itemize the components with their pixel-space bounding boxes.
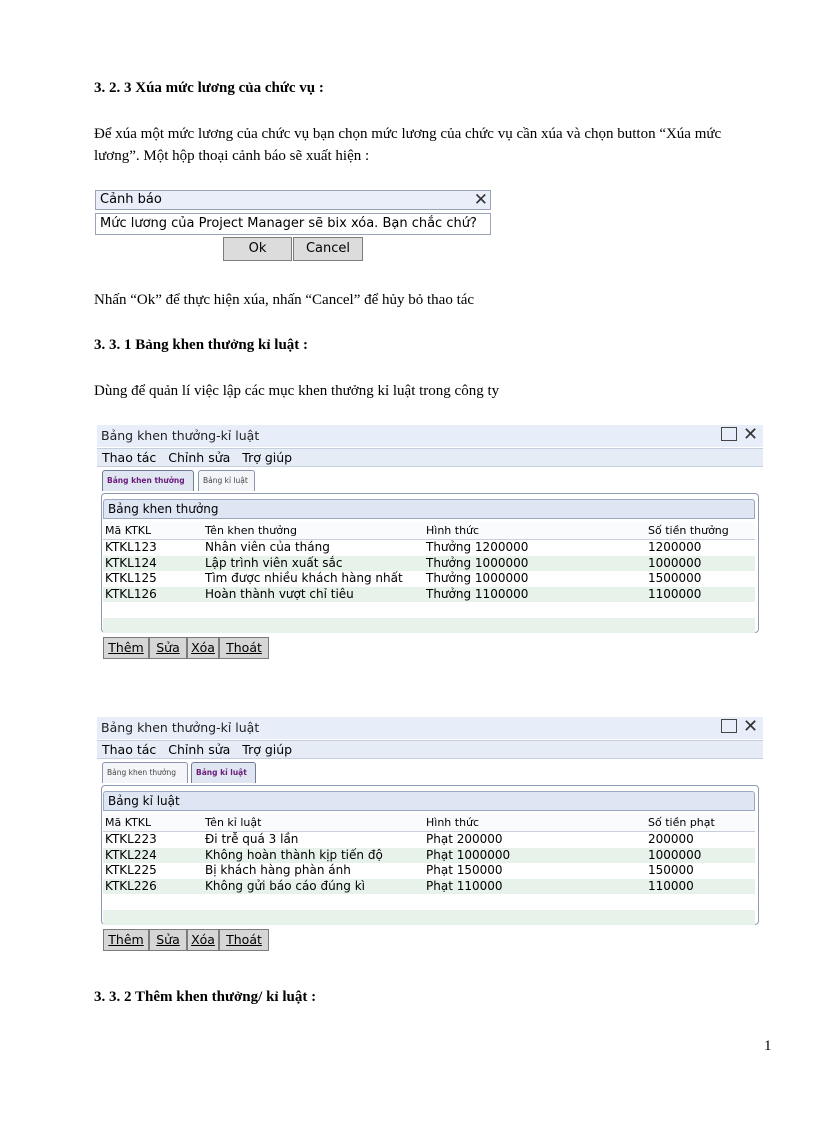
table-cell: Phạt 110000 <box>426 878 503 893</box>
panel-title: Bảng kỉ luật <box>103 791 755 811</box>
panel-title: Bảng khen thưởng <box>103 499 755 519</box>
edit-button-label: Sửa <box>156 932 180 947</box>
page-number: 1 <box>764 1038 772 1054</box>
section-heading-bang-khen-thuong: 3. 3. 1 Bảng khen thưởng kỉ luật : <box>94 337 309 353</box>
menu-item-thao-tac[interactable]: Thao tác <box>102 742 157 757</box>
table-cell: KTKL224 <box>105 847 157 862</box>
edit-button-label: Sửa <box>156 640 180 655</box>
table-row-empty <box>103 910 755 926</box>
table-cell: KTKL223 <box>105 832 157 846</box>
table-cell: 150000 <box>648 863 694 877</box>
table-cell: Tìm được nhiều khách hàng nhất <box>205 571 403 585</box>
menu-item-thao-tac[interactable]: Thao tác <box>102 450 157 465</box>
tab-bang-khen-thuong[interactable]: Bảng khen thưởng <box>102 762 188 783</box>
table-cell: 110000 <box>648 878 694 893</box>
table-cell: KTKL124 <box>105 555 157 570</box>
menu-item-chinh-sua[interactable]: Chỉnh sửa <box>168 742 231 757</box>
delete-button[interactable] <box>187 929 219 951</box>
discipline-window <box>97 717 763 967</box>
delete-button-label: Xóa <box>191 640 215 655</box>
window-title: Bảng khen thưởng-kỉ luật <box>101 720 260 735</box>
add-button-label: Thêm <box>108 932 144 947</box>
tab-bang-khen-thuong[interactable]: Bảng khen thưởng <box>102 470 194 491</box>
table-row[interactable] <box>103 832 755 848</box>
warning-dialog-titlebar <box>95 190 491 210</box>
paragraph-line: Để xúa một mức lương của chức vụ bạn chọn mức lương của chức vụ cần xúa và chọn button “Xúa mức <box>94 126 722 142</box>
table-cell: Lập trình viên xuất sắc <box>205 555 343 570</box>
table-cell: 1100000 <box>648 586 702 601</box>
section-heading-them-khen-thuong: 3. 3. 2 Thêm khen thưởng/ kỉ luật : <box>94 989 317 1005</box>
menu-bar <box>97 448 763 467</box>
delete-button-label: Xóa <box>191 932 215 947</box>
maximize-icon[interactable] <box>721 719 737 733</box>
table-row[interactable] <box>103 879 755 895</box>
table-cell: KTKL225 <box>105 863 157 877</box>
column-header[interactable]: Số tiền phạt <box>648 816 715 829</box>
column-header[interactable]: Hình thức <box>426 524 480 537</box>
add-button[interactable] <box>103 929 149 951</box>
maximize-icon[interactable] <box>721 427 737 441</box>
table-row-empty <box>103 602 755 618</box>
close-icon[interactable]: ✕ <box>743 716 759 737</box>
table-cell: Phạt 150000 <box>426 863 503 877</box>
exit-button-label: Thoát <box>226 932 262 947</box>
column-header[interactable]: Hình thức <box>426 816 480 829</box>
table-cell: Thưởng 1100000 <box>426 586 529 601</box>
menu-item-chinh-sua[interactable]: Chỉnh sửa <box>168 450 231 465</box>
menu-bar <box>97 740 763 759</box>
column-header[interactable]: Mã KTKL <box>105 524 152 537</box>
table-row-empty <box>103 618 755 634</box>
table-cell: Bị khách hàng phàn ánh <box>205 863 351 877</box>
table-cell: Thưởng 1000000 <box>426 555 529 570</box>
add-button-label: Thêm <box>108 640 144 655</box>
window-titlebar <box>97 717 763 739</box>
table-cell: KTKL226 <box>105 878 157 893</box>
table-cell: Phạt 200000 <box>426 832 503 846</box>
exit-button[interactable] <box>219 637 269 659</box>
table-cell: Thưởng 1000000 <box>426 571 529 585</box>
delete-button[interactable] <box>187 637 219 659</box>
menu-item-tro-giup[interactable]: Trợ giúp <box>242 742 293 757</box>
table-row[interactable] <box>103 540 755 556</box>
edit-button[interactable] <box>149 637 187 659</box>
table-cell: Không hoàn thành kịp tiến độ <box>205 847 383 862</box>
window-titlebar <box>97 425 763 447</box>
ok-button[interactable]: Ok <box>223 237 292 261</box>
exit-button-label: Thoát <box>226 640 262 655</box>
table-row[interactable] <box>103 863 755 879</box>
table-cell: Thưởng 1200000 <box>426 540 529 554</box>
table-cell: Phạt 1000000 <box>426 847 511 862</box>
table-row[interactable] <box>103 848 755 864</box>
table-row[interactable] <box>103 556 755 572</box>
add-button[interactable] <box>103 637 149 659</box>
window-title: Bảng khen thưởng-kỉ luật <box>101 428 260 443</box>
exit-button[interactable] <box>219 929 269 951</box>
table-header <box>103 522 755 540</box>
table-cell: 1200000 <box>648 540 702 554</box>
table-row[interactable] <box>103 587 755 603</box>
paragraph-bang-khen-thuong: Dùng để quản lí việc lập các mục khen thưởng kỉ luật trong công ty <box>94 383 500 399</box>
table-cell: 1000000 <box>648 555 702 570</box>
table-cell: KTKL126 <box>105 586 157 601</box>
paragraph-confirm-instructions: Nhấn “Ok” để thực hiện xúa, nhấn “Cancel” để hủy bỏ thao tác <box>94 292 475 308</box>
paragraph-line: lương”. Một hộp thoại cảnh báo sẽ xuất hiện : <box>94 148 370 164</box>
menu-item-tro-giup[interactable]: Trợ giúp <box>242 450 293 465</box>
paragraph-xoa-muc-luong <box>94 123 762 167</box>
column-header[interactable]: Tên kỉ luật <box>205 816 262 829</box>
warning-dialog-message: Mức lương của Project Manager sẽ bix xóa. Bạn chắc chứ? <box>95 213 491 235</box>
column-header[interactable]: Tên khen thưởng <box>205 524 297 537</box>
table-cell: Hoàn thành vượt chỉ tiêu <box>205 586 354 601</box>
table-cell: 1000000 <box>648 847 702 862</box>
edit-button[interactable] <box>149 929 187 951</box>
tab-bang-ki-luat[interactable]: Bảng kỉ luật <box>191 762 256 783</box>
table-cell: 1500000 <box>648 571 702 585</box>
reward-window <box>97 425 763 675</box>
table-cell: KTKL123 <box>105 540 157 554</box>
close-icon[interactable]: ✕ <box>743 424 759 445</box>
table-cell: KTKL125 <box>105 571 157 585</box>
cancel-button[interactable]: Cancel <box>293 237 363 261</box>
table-cell: Đi trễ quá 3 lần <box>205 832 299 846</box>
column-header[interactable]: Mã KTKL <box>105 816 152 829</box>
close-icon[interactable]: ✕ <box>473 190 488 210</box>
column-header[interactable]: Số tiền thưởng <box>648 524 729 537</box>
table-cell: Không gửi báo cáo đúng kì <box>205 878 366 893</box>
tab-bang-ki-luat[interactable]: Bảng kỉ luật <box>198 470 255 491</box>
table-row[interactable] <box>103 571 755 587</box>
discipline-table <box>103 814 755 925</box>
table-cell: Nhân viên của tháng <box>205 540 330 554</box>
warning-dialog-title: Cảnh báo <box>100 192 162 207</box>
table-row-empty <box>103 894 755 910</box>
reward-table <box>103 522 755 633</box>
table-header <box>103 814 755 832</box>
section-heading-xoa-muc-luong: 3. 2. 3 Xúa mức lương của chức vụ : <box>94 80 324 96</box>
table-cell: 200000 <box>648 832 694 846</box>
